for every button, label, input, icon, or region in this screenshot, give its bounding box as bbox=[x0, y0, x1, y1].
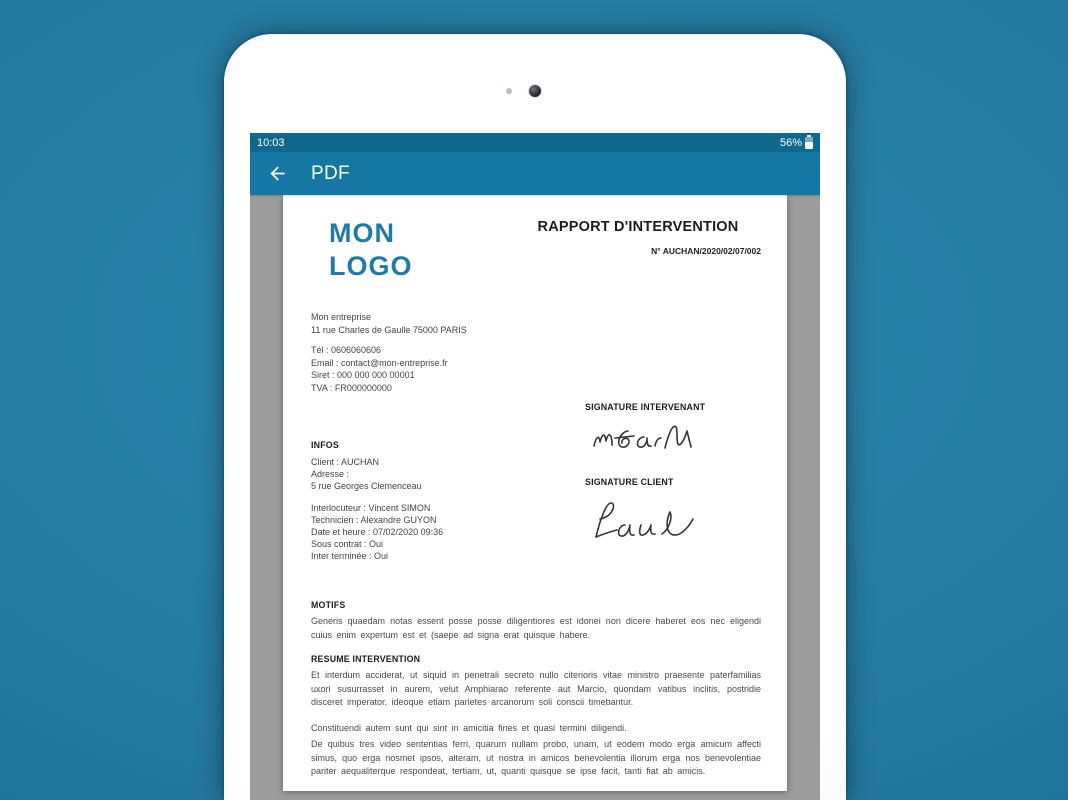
arrow-left-icon bbox=[267, 163, 288, 184]
document-reference: N° AUCHAN/2020/02/07/002 bbox=[651, 246, 761, 256]
company-contact bbox=[311, 344, 467, 394]
resume-paragraph-3: De quibus tres video sententias ferri, quarum nullam probo, unam, ut eodem modo erga amicum affecti simus, quo erga nosmet ipsos, alteram, ut nostra in amicos benevolentia illorum erga nos benevolentiae pariter aequaliterque respondeat, tertiam, ut, quanti quisque se ipse facit, tanti fiat ab amicis. bbox=[311, 739, 761, 776]
intervenant-signature bbox=[589, 416, 701, 458]
resume-paragraph-2: Constituendi autem sunt qui sint in amicitia fines et quasi termini diligendi. bbox=[311, 723, 627, 733]
light-sensor-dot bbox=[506, 88, 512, 94]
company-logo bbox=[329, 217, 413, 283]
infos-adresse-label: Adresse : bbox=[311, 469, 350, 479]
infos-inter-terminee: Inter terminée : Oui bbox=[311, 550, 389, 561]
resume-heading: RESUME INTERVENTION bbox=[311, 654, 421, 664]
pdf-page bbox=[283, 195, 787, 791]
company-info bbox=[311, 311, 467, 394]
client-signature bbox=[583, 492, 708, 547]
status-right-cluster bbox=[780, 137, 813, 149]
tablet-screen bbox=[250, 133, 820, 800]
app-bar-title: PDF bbox=[311, 162, 350, 184]
battery-percent: 56% bbox=[779, 136, 802, 149]
logo-line-1: MON bbox=[329, 218, 395, 248]
battery-icon bbox=[805, 137, 813, 149]
motifs-heading: MOTIFS bbox=[311, 600, 346, 610]
infos-date-heure: Date et heure : 07/02/2020 09:36 bbox=[311, 526, 444, 537]
motifs-paragraph: Generis quaedam notas essent posse posse diligentiores est idonei non dicere haberet eos nec eligendi cuius enim expertum est et (saepe ad signa erat quisque habere. bbox=[311, 616, 761, 640]
front-camera bbox=[529, 85, 541, 97]
infos-client-block bbox=[311, 456, 422, 492]
document-title: RAPPORT D'INTERVENTION bbox=[537, 219, 739, 235]
infos-client: Client : AUCHAN bbox=[311, 457, 380, 467]
company-email: Email : contact@mon-entreprise.fr bbox=[311, 357, 448, 368]
company-address: 11 rue Charles de Gaulle 75000 PARIS bbox=[311, 324, 467, 335]
infos-technicien: Technicien : Alexandre GUYON bbox=[311, 514, 437, 525]
document-header bbox=[513, 219, 763, 256]
company-siret: Siret : 000 000 000 00001 bbox=[311, 370, 415, 380]
pdf-viewer[interactable] bbox=[250, 195, 820, 800]
signature-intervenant-label: SIGNATURE INTERVENANT bbox=[585, 402, 706, 412]
company-tva: TVA : FR000000000 bbox=[311, 382, 392, 393]
signature-client-label: SIGNATURE CLIENT bbox=[585, 477, 674, 487]
resume-paragraph-1: Et interdum acciderat, ut siquid in penetrali secreto nullo citerioris vitae ministro praesente paterfamilias uxori susurrasset in aurem, velut Amphiarao referente aut Marcio, quondam vatibus inclitis, postridie disceret imperator. ideoque etiam parietes arcanorum soli conscii timebantur. bbox=[311, 670, 761, 707]
company-phone: Tél : 0606060606 bbox=[311, 345, 382, 355]
infos-interlocuteur: Interlocuteur : Vincent SIMON bbox=[311, 503, 431, 513]
back-button[interactable] bbox=[264, 161, 290, 187]
status-time: 10:03 bbox=[257, 136, 285, 149]
infos-sous-contrat: Sous contrat : Oui bbox=[311, 538, 384, 549]
infos-adresse-value: 5 rue Georges Clemenceau bbox=[311, 481, 422, 491]
infos-heading: INFOS bbox=[311, 440, 339, 450]
infos-detail-block bbox=[311, 503, 443, 563]
company-name: Mon entreprise bbox=[311, 312, 372, 322]
tablet-device bbox=[224, 34, 846, 800]
app-bar bbox=[250, 152, 820, 195]
logo-line-2: LOGO bbox=[329, 251, 413, 281]
status-bar bbox=[250, 133, 820, 152]
